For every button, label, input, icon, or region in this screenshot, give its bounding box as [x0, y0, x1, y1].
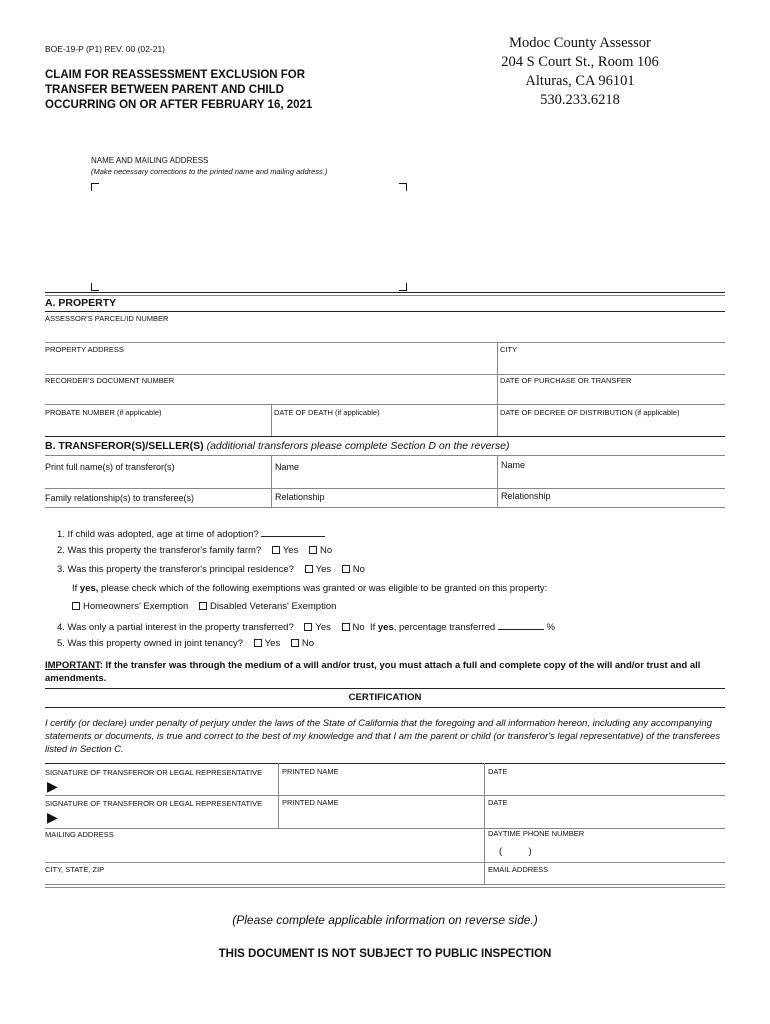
- form-title: [45, 68, 312, 113]
- name-address-note: (Make necessary corrections to the printed name and mailing address.): [91, 167, 328, 176]
- public-inspection-notice: THIS DOCUMENT IS NOT SUBJECT TO PUBLIC INSPECTION: [218, 948, 552, 960]
- divider: [45, 311, 725, 312]
- title-line: TRANSFER BETWEEN PARENT AND CHILD: [45, 84, 284, 96]
- assessor-line: Alturas, CA 96101: [525, 73, 635, 89]
- yes-label: Yes: [264, 638, 281, 649]
- checkbox-icon[interactable]: [291, 639, 299, 647]
- question-4-text: 4. Was only a partial interest in the property transferred?: [57, 622, 294, 633]
- signature-1-label: SIGNATURE OF TRANSFEROR OR LEGAL REPRESENTATIVE: [45, 768, 263, 777]
- address-window-corner-icon: [399, 283, 407, 291]
- divider: [45, 295, 725, 296]
- divider: [497, 374, 498, 404]
- assessor-address-block: [495, 34, 665, 110]
- certification-text: I certify (or declare) under penalty of perjury under the laws of the State of California that the foregoing and all information hereon, including any accompanying statements or documents, is true and correct to the best of my knowledge and that I am the parent or child (or transferor's legal representative) of the transferees listed in Section C.: [45, 718, 721, 755]
- checkbox-icon[interactable]: [254, 639, 262, 647]
- property-address-field[interactable]: PROPERTY ADDRESS: [45, 345, 124, 354]
- divider: [45, 507, 725, 508]
- question-5-text: 5. Was this property owned in joint tenancy?: [57, 638, 244, 649]
- divider: [45, 828, 725, 829]
- divider: [45, 688, 725, 689]
- address-window-corner-icon: [91, 283, 99, 291]
- checkbox-icon[interactable]: [342, 565, 350, 573]
- divider: [484, 828, 485, 884]
- signature-2-label: SIGNATURE OF TRANSFEROR OR LEGAL REPRESENTATIVE: [45, 799, 263, 808]
- divider: [45, 887, 725, 888]
- assessor-line: Modoc County Assessor: [509, 35, 651, 51]
- exemption-options: [64, 601, 336, 612]
- no-label: No: [301, 638, 314, 649]
- certification-heading: CERTIFICATION: [348, 692, 422, 703]
- q3-sub-yes: yes,: [79, 583, 99, 594]
- date-1-field[interactable]: DATE: [488, 767, 508, 776]
- divider: [45, 292, 725, 293]
- phone-label: DAYTIME PHONE NUMBER: [488, 829, 585, 838]
- city-state-zip-field[interactable]: CITY, STATE, ZIP: [45, 865, 105, 874]
- assessor-line: 530.233.6218: [540, 92, 620, 108]
- date-2-field[interactable]: DATE: [488, 798, 508, 807]
- date-decree-field[interactable]: DATE OF DECREE OF DISTRIBUTION (if applicable): [500, 408, 680, 417]
- divider: [271, 455, 272, 507]
- section-b-title-note: (additional transferors please complete Section D on the reverse): [203, 440, 510, 452]
- divider: [497, 342, 498, 374]
- phone-field[interactable]: ( ): [499, 846, 532, 857]
- sign-here-arrow-icon: ▶: [47, 778, 58, 794]
- divider: [271, 404, 272, 436]
- no-label: No: [319, 545, 333, 556]
- email-field[interactable]: EMAIL ADDRESS: [488, 865, 549, 874]
- no-label: No: [352, 622, 365, 633]
- question-2-text: 2. Was this property the transferor's family farm?: [57, 545, 262, 556]
- no-label: No: [352, 564, 365, 575]
- section-b-title: [45, 440, 510, 452]
- divider: [45, 763, 725, 764]
- printed-name-2-field[interactable]: PRINTED NAME: [282, 798, 339, 807]
- recorder-document-field[interactable]: RECORDER'S DOCUMENT NUMBER: [45, 376, 175, 385]
- sign-here-arrow-icon: ▶: [47, 809, 58, 825]
- divider: [45, 342, 725, 343]
- checkbox-icon[interactable]: [309, 546, 317, 554]
- question-2: [57, 545, 332, 556]
- question-1-text: 1. If child was adopted, age at time of adoption?: [57, 529, 259, 540]
- relationship-2-field[interactable]: Relationship: [501, 491, 551, 501]
- family-relationship-label: Family relationship(s) to transferee(s): [45, 493, 195, 503]
- veterans-exemption-label: Disabled Veterans' Exemption: [209, 601, 337, 612]
- mailing-address-field[interactable]: MAILING ADDRESS: [45, 830, 114, 839]
- q3-sub-post: please check which of the following exemptions was granted or was eligible to be granted on this property:: [98, 583, 548, 594]
- question-3: [57, 564, 365, 575]
- divider: [45, 795, 725, 796]
- date-of-death-field[interactable]: DATE OF DEATH (if applicable): [274, 408, 380, 417]
- checkbox-icon[interactable]: [199, 602, 207, 610]
- divider: [45, 707, 725, 708]
- divider: [45, 488, 725, 489]
- name-address-label: NAME AND MAILING ADDRESS: [91, 156, 209, 165]
- checkbox-icon[interactable]: [304, 623, 312, 631]
- checkbox-icon[interactable]: [342, 623, 350, 631]
- q4-yes: yes: [377, 622, 394, 633]
- title-line: OCCURRING ON OR AFTER FEBRUARY 16, 2021: [45, 99, 313, 111]
- checkbox-icon[interactable]: [305, 565, 313, 573]
- divider: [278, 763, 279, 829]
- divider: [45, 374, 725, 375]
- question-4: [57, 620, 555, 633]
- percentage-field[interactable]: [498, 620, 544, 630]
- homeowners-exemption-label: Homeowners' Exemption: [83, 601, 189, 612]
- date-purchase-field[interactable]: DATE OF PURCHASE OR TRANSFER: [500, 376, 632, 385]
- yes-label: Yes: [282, 545, 299, 556]
- relationship-1-field[interactable]: Relationship: [275, 492, 325, 502]
- question-3-text: 3. Was this property the transferor's principal residence?: [57, 564, 294, 575]
- adoption-age-field[interactable]: [261, 527, 325, 537]
- title-line: CLAIM FOR REASSESSMENT EXCLUSION FOR: [45, 69, 306, 81]
- q3-sub-pre: If: [72, 583, 80, 594]
- form-id: BOE-19-P (P1) REV. 00 (02-21): [45, 44, 166, 54]
- question-5: [57, 638, 314, 649]
- section-a-title: A. PROPERTY: [45, 297, 117, 309]
- important-label: IMPORTANT: [45, 660, 100, 671]
- transferor-name-1-field[interactable]: Name: [275, 462, 300, 472]
- city-field[interactable]: CITY: [500, 345, 518, 354]
- divider: [497, 455, 498, 507]
- question-3-sub: [72, 583, 547, 594]
- divider: [45, 862, 725, 863]
- divider: [45, 436, 725, 437]
- address-window-corner-icon: [399, 183, 407, 191]
- important-notice: [45, 659, 735, 685]
- transferor-names-label: Print full name(s) of transferor(s): [45, 462, 175, 472]
- parcel-number-field[interactable]: ASSESSOR'S PARCEL/ID NUMBER: [45, 314, 169, 323]
- question-1: [57, 527, 325, 540]
- percent-sign: %: [546, 622, 555, 633]
- checkbox-icon[interactable]: [72, 602, 80, 610]
- yes-label: Yes: [315, 622, 331, 633]
- yes-label: Yes: [315, 564, 332, 575]
- probate-number-field[interactable]: PROBATE NUMBER (if applicable): [45, 408, 162, 417]
- q4-if: If: [369, 622, 378, 633]
- divider: [484, 763, 485, 829]
- reverse-side-note: (Please complete applicable information on reverse side.): [232, 913, 538, 927]
- important-text: : If the transfer was through the medium of a will and/or trust, you must attach a full and complete copy of the will and/or trust and all amendments.: [45, 660, 701, 684]
- divider: [45, 455, 725, 456]
- assessor-line: 204 S Court St., Room 106: [501, 54, 659, 70]
- address-window-corner-icon: [91, 183, 99, 191]
- q4-post: , percentage transferred: [393, 622, 496, 633]
- printed-name-1-field[interactable]: PRINTED NAME: [282, 767, 339, 776]
- section-b-title-bold: B. TRANSFEROR(S)/SELLER(S): [45, 440, 204, 452]
- divider: [45, 404, 725, 405]
- divider: [497, 404, 498, 436]
- transferor-name-2-field[interactable]: Name: [501, 460, 526, 470]
- checkbox-icon[interactable]: [272, 546, 280, 554]
- divider: [45, 884, 725, 885]
